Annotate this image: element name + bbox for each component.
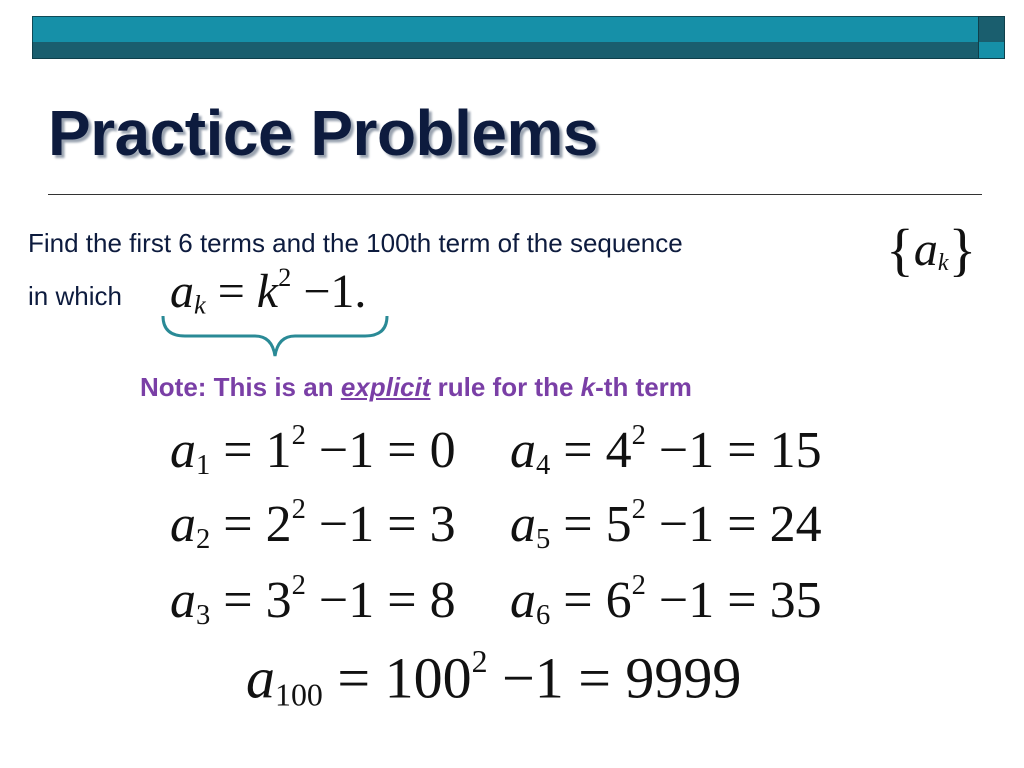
note-k: k bbox=[580, 372, 596, 402]
term-result: −1 = 15 bbox=[658, 421, 822, 479]
term-exp: 2 bbox=[291, 494, 306, 525]
term-exp: 2 bbox=[631, 570, 646, 601]
header-bar bbox=[32, 16, 979, 44]
right-brace: } bbox=[948, 217, 977, 282]
term-base: 5 bbox=[605, 495, 632, 553]
set-sub: k bbox=[937, 249, 949, 276]
rule-equals: = bbox=[217, 265, 245, 319]
term-base: 100 bbox=[384, 645, 472, 711]
term-base: 6 bbox=[605, 571, 632, 629]
term-equation: $a_1 = 1^2 -1 = 0$ bbox=[170, 420, 456, 482]
term-base: 1 bbox=[265, 421, 292, 479]
hundredth-term-equation: $a_{100} = 100^2 -1 = 9999$ bbox=[246, 644, 742, 713]
term-equation: $a_4 = 4^2 -1 = 15$ bbox=[510, 420, 822, 482]
term-sub: 2 bbox=[196, 524, 211, 556]
rule-rhs-exp: 2 bbox=[278, 262, 292, 292]
term-equation: $a_6 = 6^2 -1 = 35$ bbox=[510, 570, 822, 632]
problem-text-line1: Find the first 6 terms and the 100th term of the sequence bbox=[28, 228, 683, 258]
problem-text-line2: in which bbox=[28, 281, 122, 311]
term-result: −1 = 35 bbox=[658, 571, 822, 629]
term-sub: 1 bbox=[196, 450, 211, 482]
term-result: −1 = 9999 bbox=[502, 645, 742, 711]
set-var: a bbox=[913, 223, 938, 276]
term-sub: 3 bbox=[196, 600, 211, 632]
rule-rhs-tail: −1. bbox=[303, 265, 367, 319]
term-exp: 2 bbox=[291, 420, 306, 451]
term-base: 3 bbox=[265, 571, 292, 629]
left-brace: { bbox=[886, 217, 914, 282]
explicit-rule bbox=[170, 262, 366, 321]
term-exp: 2 bbox=[471, 644, 488, 679]
term-base: 2 bbox=[265, 495, 292, 553]
term-result: −1 = 8 bbox=[318, 571, 456, 629]
term-equation: $a_2 = 2^2 -1 = 3$ bbox=[170, 494, 456, 556]
term-sub: 6 bbox=[536, 600, 551, 632]
term-sub: 4 bbox=[536, 450, 551, 482]
underbrace-icon bbox=[160, 314, 390, 360]
term-result: −1 = 3 bbox=[318, 495, 456, 553]
term-result: −1 = 24 bbox=[658, 495, 822, 553]
slide-title: Practice Problems bbox=[48, 97, 598, 169]
explicit-rule-note bbox=[140, 372, 692, 403]
term-sub: 5 bbox=[536, 524, 551, 556]
term-exp: 2 bbox=[291, 570, 306, 601]
term-equation: $a_3 = 3^2 -1 = 8$ bbox=[170, 570, 456, 632]
note-emphasis: explicit bbox=[340, 372, 431, 402]
sequence-set-notation bbox=[886, 212, 977, 282]
header-corner-box-bottom bbox=[978, 42, 1005, 59]
term-base: 4 bbox=[605, 421, 632, 479]
term-result: −1 = 0 bbox=[318, 421, 456, 479]
term-exp: 2 bbox=[631, 420, 646, 451]
term-sub: 100 bbox=[275, 677, 323, 713]
rule-rhs-var: k bbox=[256, 265, 279, 319]
note-suffix: -th term bbox=[595, 372, 692, 402]
term-equation: $a_5 = 5^2 -1 = 24$ bbox=[510, 494, 822, 556]
term-exp: 2 bbox=[631, 494, 646, 525]
note-middle: rule for the bbox=[430, 372, 581, 402]
title-divider bbox=[48, 194, 982, 195]
header-corner-box-top bbox=[978, 16, 1005, 44]
rule-lhs-var: a bbox=[170, 265, 194, 319]
note-prefix: Note: This is an bbox=[140, 372, 341, 402]
rule-lhs-sub: k bbox=[194, 289, 206, 320]
header-bar-strip bbox=[32, 42, 979, 59]
